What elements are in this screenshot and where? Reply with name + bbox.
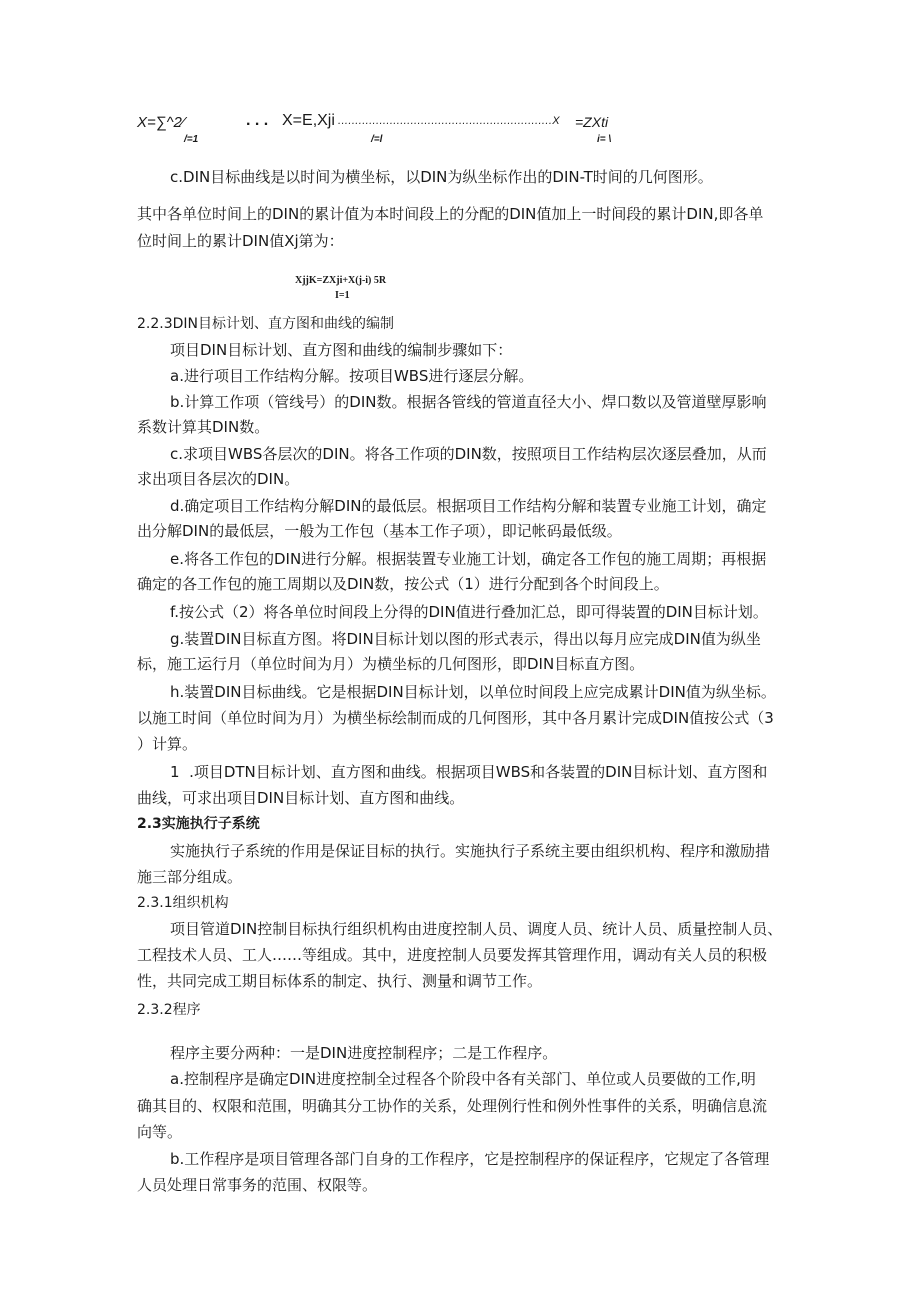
para-2-3-1-line-1: 项目管道DIN控制目标执行组织机构由进度控制人员、调度人员、统计人员、质量控制人员、 [170,920,783,938]
step-e-line-2: 确定的各工作包的施工周期以及DIN数，按公式（1）进行分配到各个时间段上。 [137,575,669,593]
heading-2-3-1: 2.3.1组织机构 [137,895,229,911]
formula-1-part3: =ZXti [575,114,609,130]
step-e-line-1: e.将各工作包的DIN进行分解。根据装置专业施工计划，确定各工作包的施工周期；再根据 [170,550,767,568]
formula-1-leader: ..............................................................X [338,115,561,127]
step-d-line-1: d.确定项目工作结构分解DIN的最低层。根据项目工作结构分解和装置专业施工计划，确定 [170,497,767,515]
step-1-line-2: 曲线，可求出项目DIN目标计划、直方图和曲线。 [137,789,465,807]
prog-a-line-3: 向等。 [137,1123,183,1141]
step-c-line-1: c.求项目WBS各层次的DIN。将各工作项的DIN数，按照项目工作结构层次逐层叠加，从而 [170,445,767,463]
step-h-line-3: ）计算。 [137,735,198,753]
step-f: f.按公式（2）将各单位时间段上分得的DIN值进行叠加汇总，即可得装置的DIN目标计划。 [170,603,768,621]
formula-1-dots: . . . [246,112,269,129]
formula-1-part2-subscript: /=l [371,134,383,145]
para-cumulative-line-1: 其中各单位时间上的DIN的累计值为本时间段上的分配的DIN值加上一时间段的累计DIN,即各单 [137,205,764,223]
formula-2: XjjK=ZXji+X(j-i) 5R [295,275,387,286]
step-b-line-1: b.计算工作项（管线号）的DIN数。根据各管线的管道直径大小、焊口数以及管道壁厚影响 [170,393,767,411]
formula-1-part2: X=E,Xji [282,112,335,129]
formula-1-part1: X=∑^2⁄ [137,114,185,131]
formula-1-part1-subscript: /=1 [184,134,199,145]
para-c-din-curve: c.DIN目标曲线是以时间为横坐标，以DIN为纵坐标作出的DIN-T时间的几何图形。 [170,168,713,186]
step-a: a.进行项目工作结构分解。按项目WBS进行逐层分解。 [170,367,534,385]
step-h-line-1: h.装置DIN目标曲线。它是根据DIN目标计划，以单位时间段上应完成累计DIN值为纵坐标。 [170,683,776,701]
heading-2-2-3: 2.2.3DIN目标计划、直方图和曲线的编制 [137,316,395,332]
para-2-3-line-1: 实施执行子系统的作用是保证目标的执行。实施执行子系统主要由组织机构、程序和激励措 [170,842,771,860]
prog-a-line-2: 确其目的、权限和范围，明确其分工协作的关系，处理例行性和例外性事件的关系，明确信息流 [137,1097,768,1115]
step-c-line-2: 求出项目各层次的DIN。 [137,470,300,488]
step-b-line-2: 系数计算其DIN数。 [137,418,270,436]
prog-b-line-1: b.工作程序是项目管理各部门自身的工作程序，它是控制程序的保证程序，它规定了各管理 [170,1150,770,1168]
intro-2-2-3: 项目DIN目标计划、直方图和曲线的编制步骤如下： [170,341,513,359]
para-2-3-2: 程序主要分两种：一是DIN进度控制程序；二是工作程序。 [170,1044,558,1062]
prog-b-line-2: 人员处理日常事务的范围、权限等。 [137,1176,378,1194]
step-1-line-1: 1 .项目DTN目标计划、直方图和曲线。根据项目WBS和各装置的DIN目标计划、直方图和 [170,763,768,781]
formula-1-part3-subscript: i= \ [597,134,612,145]
step-d-line-2: 出分解DIN的最低层，一般为工作包（基本工作子项），即记帐码最低级。 [137,522,622,540]
para-cumulative-line-2: 位时间上的累计DIN值Xj第为： [137,232,344,250]
step-g-line-1: g.装置DIN目标直方图。将DIN目标计划以图的形式表示，得出以每月应完成DIN值为纵坐 [170,630,761,648]
para-2-3-1-line-2: 工程技术人员、工人……等组成。其中，进度控制人员要发挥其管理作用，调动有关人员的积极 [137,946,768,964]
step-h-line-2: 以施工时间（单位时间为月）为横坐标绘制而成的几何图形，其中各月累计完成DIN值按公式（3 [137,709,774,727]
step-g-line-2: 标，施工运行月（单位时间为月）为横坐标的几何图形，即DIN目标直方图。 [137,655,645,673]
para-2-3-1-line-3: 性，共同完成工期目标体系的制定、执行、测量和调节工作。 [137,972,543,990]
prog-a-line-1: a.控制程序是确定DIN进度控制全过程各个阶段中各有关部门、单位或人员要做的工作,明 [170,1070,756,1088]
formula-2-subscript: I=1 [335,290,350,301]
para-2-3-line-2: 施三部分组成。 [137,868,243,886]
heading-2-3: 2.3实施执行子系统 [137,816,260,832]
heading-2-3-2: 2.3.2程序 [137,1002,201,1018]
